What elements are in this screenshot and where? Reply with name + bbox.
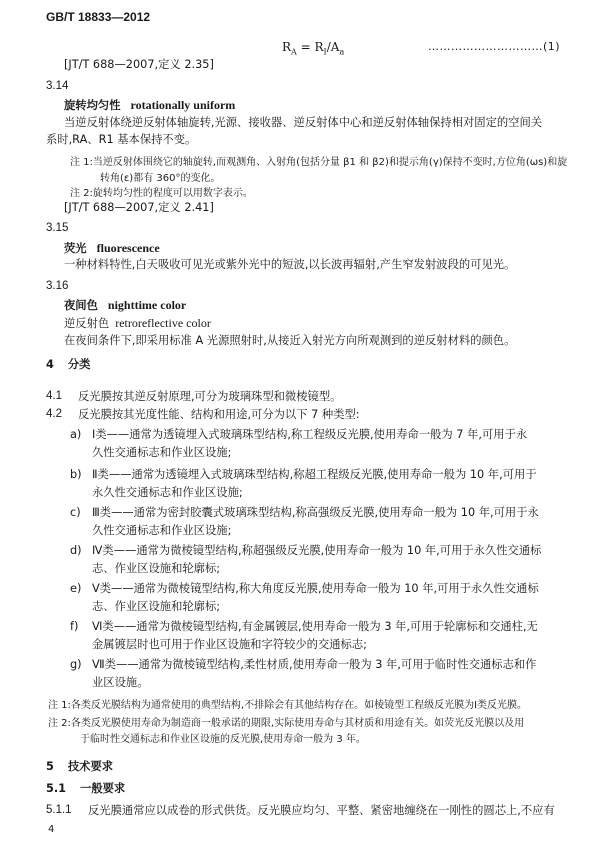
subsection-number: 5.1 [46,782,67,795]
list-marker: e) [70,582,82,595]
definition-line: 当逆反射体绕逆反射体轴旋转,光源、接收器、逆反射体中心和逆反射体轴保持相对固定的空间关 [64,116,543,129]
section-heading [46,760,113,774]
clause-text: 反光膜按其逆反射原理,可分为玻璃珠型和微棱镜型。 [78,390,342,403]
section-heading [46,358,90,372]
list-item-line: 金属镀层时也可用于作业区设施和字符较少的交通标志; [92,638,367,651]
list-item-line: 久性交通标志和作业区设施; [92,446,232,459]
clause-number: 5.1.1 [46,804,72,816]
list-marker: a) [70,428,82,441]
list-marker: f) [70,620,79,633]
term-heading [64,98,235,113]
list-item-line: 志、作业区设施和轮廓标; [92,562,221,575]
note-line: 于临时性交通标志和作业区设施的反光膜,使用寿命一般为 3 年。 [80,734,366,745]
list-marker: b) [70,468,82,481]
term-cn: 旋转均匀性 [64,99,121,112]
term-alt-cn: 逆反射色 [64,317,110,330]
reference: [JT/T 688—2007,定义 2.35] [64,58,214,71]
clause-number: 3.15 [46,222,69,234]
list-item-line: Ⅱ类——通常为透镜埋入式玻璃珠型结构,称超工程级反光膜,使用寿命一般为 10 年,可用于 [92,468,537,481]
equation-number: …………………………(1) [428,40,561,53]
subsection-title: 一般要求 [80,782,126,795]
equation: $R_A = R_I/A_a$ [282,40,345,57]
clause-number: 4.2 [46,408,62,420]
note-line: 注 2:各类反光膜使用寿命为制造商一般承诺的期限,实际使用寿命与其材质和用途有关。如荧光反光膜以及用 [48,718,525,729]
clause-number: 3.14 [46,80,69,92]
list-marker: d) [70,544,82,557]
list-item-line: 永久性交通标志和作业区设施; [92,486,243,499]
list-item-line: Ⅵ类——通常为微棱镜型结构,有金属镀层,使用寿命一般为 3 年,可用于轮廓标和交通柱,无 [92,620,538,633]
term-alt-en: retroreflective color [115,316,211,330]
term-en: fluorescence [96,241,160,255]
list-item-line: Ⅴ类——通常为微棱镜型结构,称大角度反光膜,使用寿命一般为 10 年,可用于永久性交通标 [92,582,539,595]
note-line: 转角(ε)都有 360°的变化。 [100,173,221,184]
list-item-line: 久性交通标志和作业区设施; [92,524,232,537]
definition-line: 一种材料特性,白天吸收可见光或紫外光中的短波,以长波再辐射,产生窄发射波段的可见光。 [64,258,516,271]
clause-text: 反光膜按其光度性能、结构和用途,可分为以下 7 种类型: [78,408,360,421]
list-item-line: 志、作业区设施和轮廓标; [92,600,221,613]
list-item-line: 业区设施。 [92,676,149,689]
term-heading [64,241,160,256]
list-item-line: Ⅶ类——通常为微棱镜型结构,柔性材质,使用寿命一般为 3 年,可用于临时性交通标志和作 [92,658,537,671]
term-en: rotationally uniform [130,98,236,112]
clause-number: 4.1 [46,390,62,402]
term-heading [64,298,186,313]
list-item-line: Ⅳ类——通常为微棱镜型结构,称超强级反光膜,使用寿命一般为 10 年,可用于永久性交通标 [92,544,542,557]
section-title: 分类 [67,358,91,371]
clause-number: 3.16 [46,280,69,292]
definition-line: 系时,RA、R1 基本保持不变。 [46,133,197,146]
term-en: nighttime color [107,298,187,312]
list-item-line: Ⅲ类——通常为密封胶囊式玻璃珠型结构,称高强级反光膜,使用寿命一般为 10 年,可用于永 [92,506,539,519]
term-alternative [64,316,211,331]
term-cn: 荧光 [64,242,87,255]
section-number: 4 [46,358,54,371]
term-cn: 夜间色 [64,299,98,312]
note-line: 注 1:各类反光膜结构为通常使用的典型结构,不排除会有其他结构存在。如棱镜型工程级反光膜为Ⅰ类反光膜。 [48,700,528,711]
note-line: 注 1:当逆反射体围绕它的轴旋转,而观测角、入射角(包括分量 β1 和 β2)和提示角(γ)保持不变时,方位角(ωs)和旋 [70,157,568,168]
section-title: 技术要求 [67,760,114,773]
list-item-line: Ⅰ类——通常为透镜埋入式玻璃珠型结构,称工程级反光膜,使用寿命一般为 7 年,可用于永 [92,428,528,441]
note-line: 注 2:旋转均匀性的程度可以用数字表示。 [70,188,253,199]
standard-id: GB/T 18833—2012 [46,10,151,24]
list-marker: c) [70,506,81,519]
section-number: 5 [46,760,54,773]
definition-line: 在夜间条件下,即采用标准 A 光源照射时,从接近入射光方向所观测到的逆反射材料的颜色。 [64,334,516,347]
reference: [JT/T 688—2007,定义 2.41] [64,201,214,214]
page-number: 4 [48,824,55,835]
clause-text: 反光膜通常应以成卷的形式供货。反光膜应均匀、平整、紧密地缠绕在一刚性的圆芯上,不应有 [88,804,555,817]
list-marker: g) [70,658,82,671]
subsection-heading [46,782,125,796]
